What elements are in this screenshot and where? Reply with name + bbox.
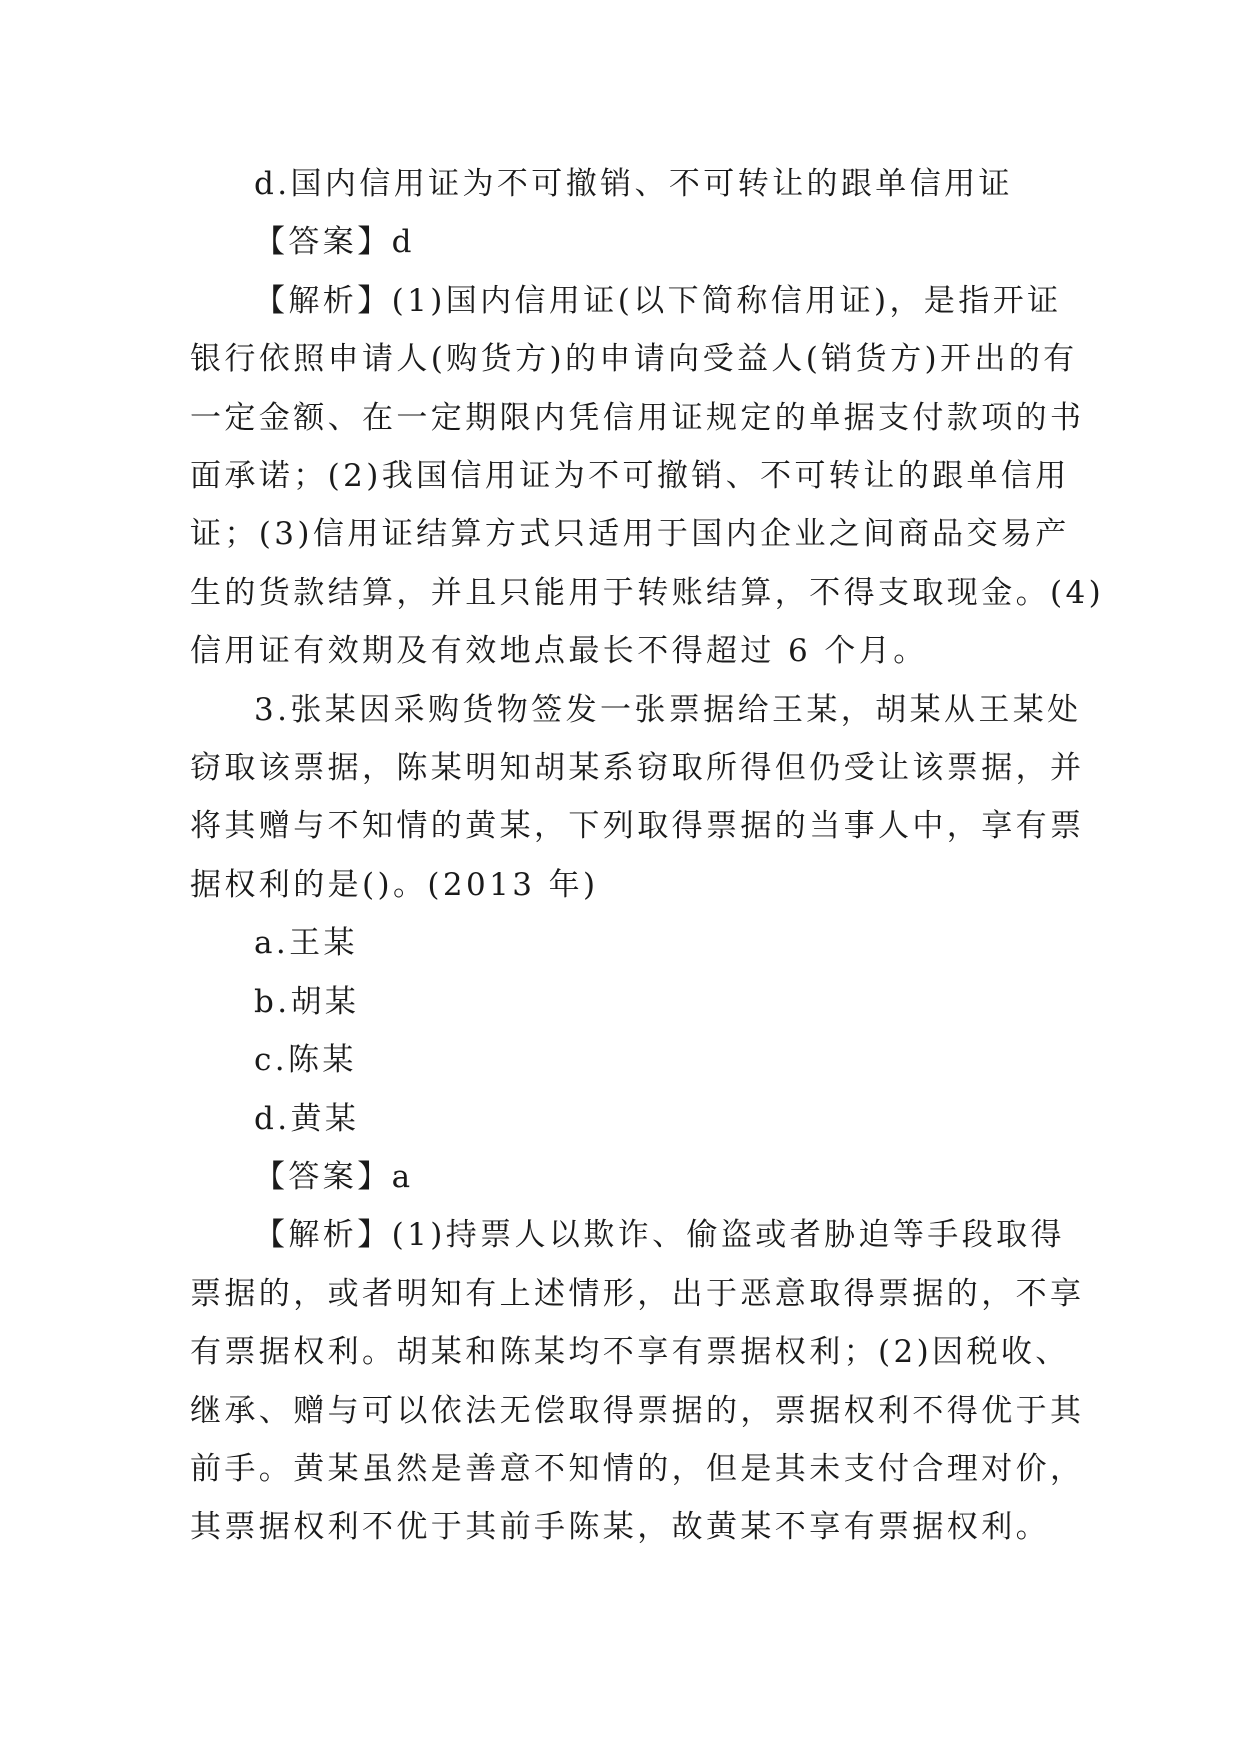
document-page xyxy=(190,155,1105,1557)
option-d-line: d.国内信用证为不可撤销、不可转让的跟单信用证 xyxy=(254,166,1013,202)
question-line: 将其赠与不知情的黄某，下列取得票据的当事人中，享有票 xyxy=(190,808,1085,845)
option-d-line: d.黄某 xyxy=(254,1100,360,1137)
analysis-line: 其票据权利不优于其前手陈某，故黄某不享有票据权利。 xyxy=(190,1509,1050,1546)
analysis-line: 【解析】(1)国内信用证(以下简称信用证)，是指开证 xyxy=(254,282,1062,319)
analysis-line: 票据的，或者明知有上述情形，出于恶意取得票据的，不享 xyxy=(190,1275,1085,1312)
question-line: 窃取该票据，陈某明知胡某系窃取所得但仍受让该票据，并 xyxy=(190,750,1085,787)
analysis-line: 证；(3)信用证结算方式只适用于国内企业之间商品交易产 xyxy=(190,516,1070,553)
answer-line: 【答案】a xyxy=(254,1158,414,1195)
option-a-line: a.王某 xyxy=(254,925,358,962)
analysis-line: 面承诺；(2)我国信用证为不可撤销、不可转让的跟单信用 xyxy=(190,458,1070,495)
analysis-line: 银行依照申请人(购货方)的申请向受益人(销货方)开出的有 xyxy=(190,341,1078,378)
analysis-line: 生的货款结算，并且只能用于转账结算，不得支取现金。(4) xyxy=(190,574,1105,611)
analysis-line: 有票据权利。胡某和陈某均不享有票据权利；(2)因税收、 xyxy=(190,1334,1070,1371)
option-c-line: c.陈某 xyxy=(254,1042,357,1079)
analysis-line: 继承、赠与可以依法无偿取得票据的，票据权利不得优于其 xyxy=(190,1392,1085,1429)
analysis-line: 前手。黄某虽然是善意不知情的，但是其未支付合理对价， xyxy=(190,1450,1085,1487)
analysis-line: 【解析】(1)持票人以欺诈、偷盗或者胁迫等手段取得 xyxy=(254,1217,1065,1254)
question-line: 据权利的是()。(2013 年) xyxy=(190,866,599,903)
analysis-line: 一定金额、在一定期限内凭信用证规定的单据支付款项的书 xyxy=(190,399,1085,436)
analysis-line: 信用证有效期及有效地点最长不得超过 6 个月。 xyxy=(190,633,928,670)
question-line: 3.张某因采购货物签发一张票据给王某，胡某从王某处 xyxy=(254,691,1082,728)
option-b-line: b.胡某 xyxy=(254,983,360,1020)
answer-line: 【答案】d xyxy=(254,224,415,261)
